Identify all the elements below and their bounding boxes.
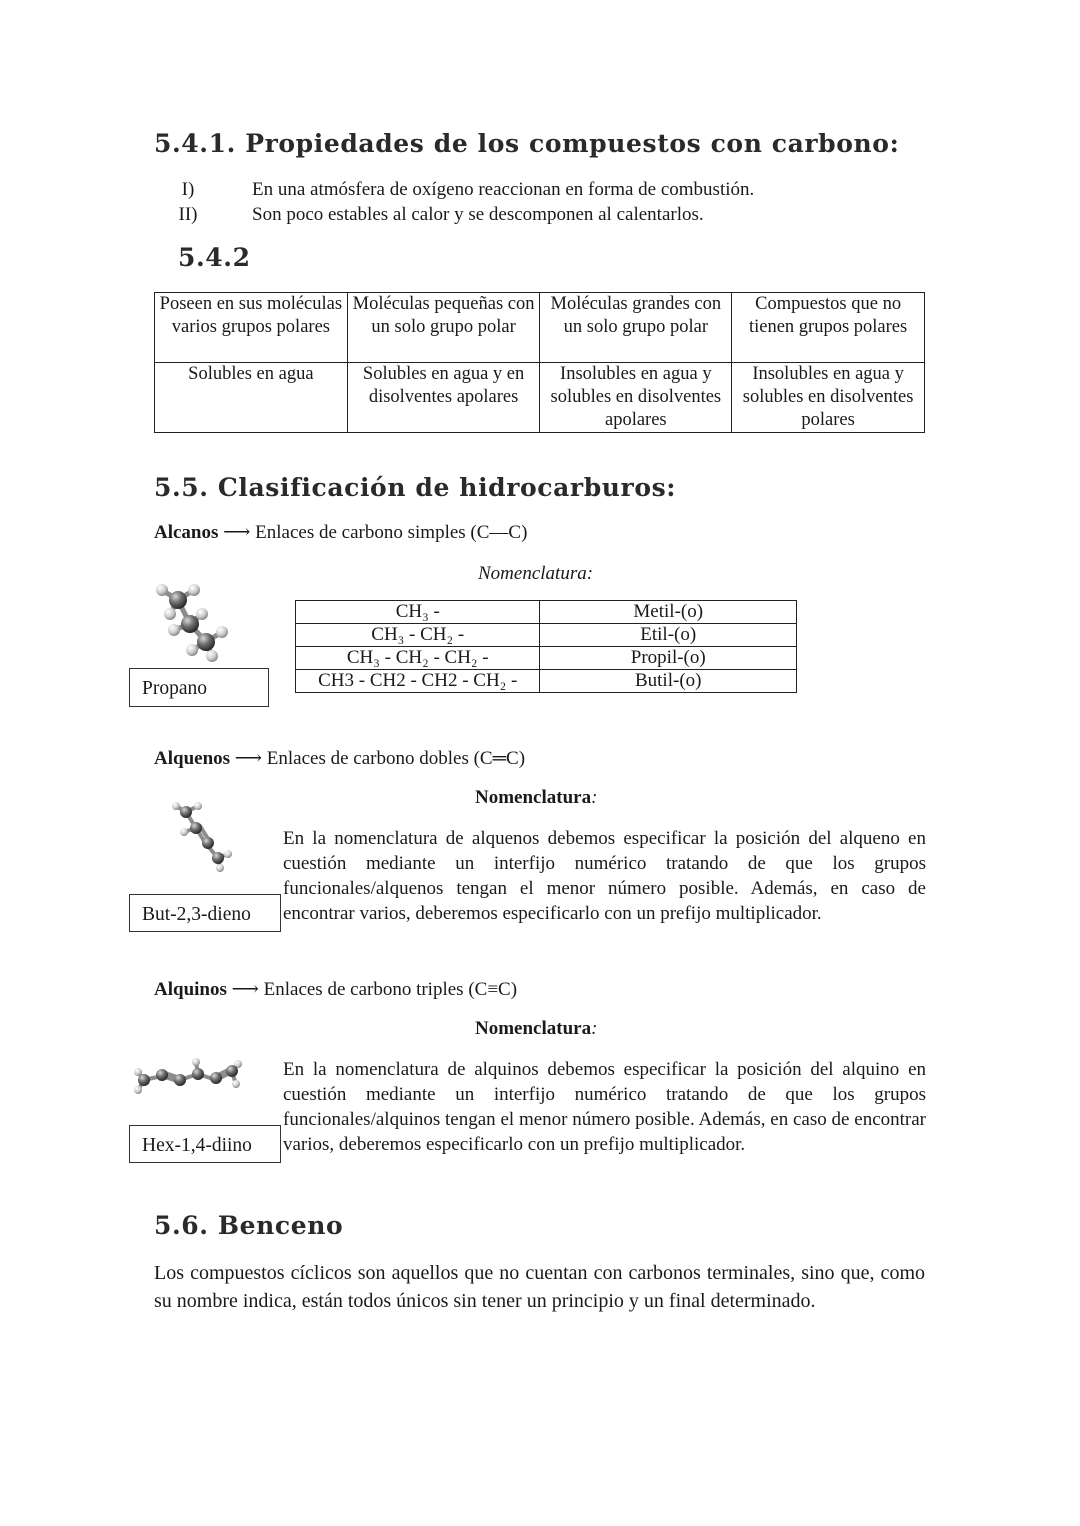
table-row: [155, 293, 925, 363]
nomenclatura-text: Nomenclatura: [475, 1018, 592, 1039]
propane-molecule-image: [150, 572, 232, 664]
nomenclatura-colon: :: [591, 1018, 598, 1039]
alquinos-term: Alquinos: [154, 979, 227, 1000]
propano-label: Propano: [129, 668, 269, 707]
table-cell: Moléculas grandes con un solo grupo polar: [540, 293, 732, 363]
solubility-table: [154, 292, 925, 433]
section-heading-5-4-1: 5.4.1. Propiedades de los compuestos con carbono:: [154, 129, 900, 158]
table-cell: Solubles en agua: [155, 363, 348, 433]
table-row: [296, 647, 797, 670]
list-number: II): [178, 204, 198, 225]
table-cell: Insolubles en agua y solubles en disolventes polares: [732, 363, 925, 433]
table-row: [296, 670, 797, 693]
formula-cell: CH₃ - CH₂ - CH₂ -: [296, 647, 540, 670]
hexadiyne-molecule-image: [132, 1054, 242, 1098]
table-cell: Insolubles en agua y solubles en disolventes apolares: [540, 363, 732, 433]
nomenclatura-text: Nomenclatura: [475, 787, 592, 808]
section-heading-5-4-2: 5.4.2: [178, 243, 251, 272]
alcanos-description: Enlaces de carbono simples (C—C): [255, 522, 528, 543]
list-number: I): [181, 179, 195, 200]
name-cell: Etil-(o): [540, 624, 797, 647]
alquenos-line: [154, 747, 525, 771]
nomenclatura-label: [475, 1017, 597, 1041]
alquenos-description: Enlaces de carbono dobles (C═C): [266, 748, 526, 769]
arrow-icon: ⟶: [234, 748, 263, 769]
table-cell: Poseen en sus moléculas varios grupos polares: [155, 293, 348, 363]
nomenclatura-label: Nomenclatura:: [478, 563, 594, 584]
section-heading-5-5: 5.5. Clasificación de hidrocarburos:: [154, 473, 677, 502]
formula-cell: CH₃ - CH₂ -: [296, 624, 540, 647]
arrow-icon: ⟶: [223, 522, 251, 543]
name-cell: Butil-(o): [540, 670, 797, 693]
list-item-text: Son poco estables al calor y se descomponen al calentarlos.: [252, 204, 704, 225]
table-row: [296, 601, 797, 624]
name-cell: Propil-(o): [540, 647, 797, 670]
properties-list: [168, 178, 928, 228]
nomenclatura-colon: :: [591, 787, 598, 808]
alcanos-term: Alcanos: [154, 522, 219, 543]
list-item-text: En una atmósfera de oxígeno reaccionan en forma de combustión.: [252, 179, 755, 200]
name-cell: Metil-(o): [540, 601, 797, 624]
table-cell: Moléculas pequeñas con un solo grupo polar: [347, 293, 540, 363]
formula-cell: CH₃ -: [296, 601, 540, 624]
alcanos-line: [154, 521, 527, 545]
table-cell: Compuestos que no tienen grupos polares: [732, 293, 925, 363]
table-cell: Solubles en agua y en disolventes apolares: [347, 363, 540, 433]
alquenos-term: Alquenos: [154, 748, 231, 769]
table-row: [296, 624, 797, 647]
alquinos-line: [154, 978, 517, 1002]
arrow-icon: ⟶: [231, 979, 259, 1000]
formula-cell: CH3 - CH2 - CH2 - CH₂ -: [296, 670, 540, 693]
table-row: [155, 363, 925, 433]
alcanos-nomenclature-table: [295, 600, 797, 693]
hex-1-4-diino-label: Hex-1,4-diino: [129, 1125, 281, 1163]
alquinos-paragraph: En la nomenclatura de alquinos debemos especificar la posición del alquino en cuestión mediante un interfijo numérico tratando de que los grupos funcionales/alquinos tengan el menor número posible. Además, en caso de encontrar varios, deberemos especificarlo con un prefijo multiplicador.: [283, 1059, 926, 1155]
section-heading-5-6: 5.6. Benceno: [154, 1211, 344, 1240]
alquenos-paragraph: En la nomenclatura de alquenos debemos especificar la posición del alqueno en cuestión mediante un interfijo numérico tratando de que los grupos funcionales/alquenos tengan el menor número posible. Además, en caso de encontrar varios, deberemos especificarlo con un prefijo multiplicador.: [283, 828, 926, 924]
alquinos-description: Enlaces de carbono triples (C≡C): [263, 979, 518, 1000]
butadiene-molecule-image: [170, 800, 236, 872]
benceno-paragraph: Los compuestos cíclicos son aquellos que no cuentan con carbonos terminales, sino que, como su nombre indica, están todos únicos sin tener un principio y un final determinado.: [154, 1262, 925, 1312]
but-2-3-dieno-label: But-2,3-dieno: [129, 894, 281, 932]
nomenclatura-label: [475, 786, 597, 810]
